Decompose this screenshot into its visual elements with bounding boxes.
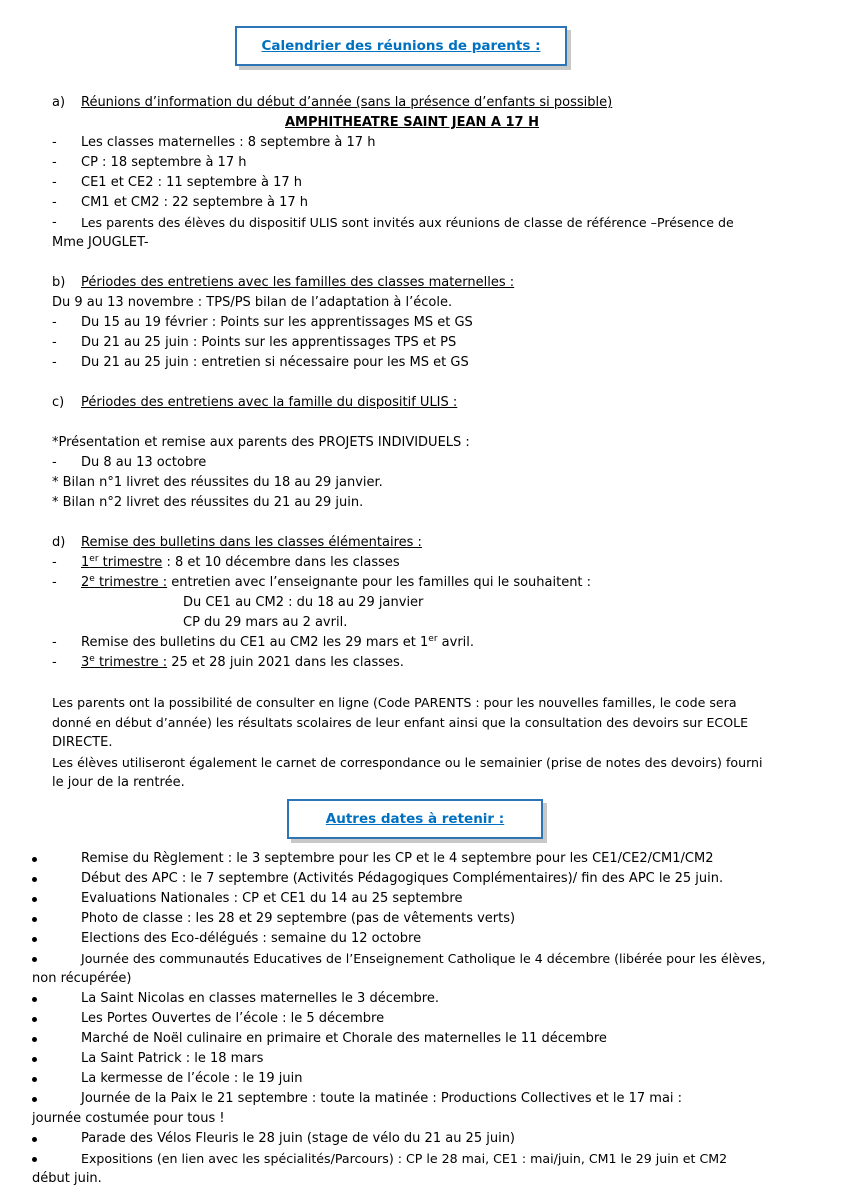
info-line: Les élèves utiliseront également le carnet de correspondance ou le semainier (prise de notes des devoirs) fourni (52, 755, 763, 770)
bullet-dot-icon (32, 950, 42, 962)
other-date-item: Journée de la Paix le 21 septembre : toute la matinée : Productions Collectives et le 17 mai : (81, 1091, 683, 1106)
section-b-intro: Du 9 au 13 novembre : TPS/PS bilan de l’adaptation à l’école. (52, 295, 453, 310)
section-a-item: CE1 et CE2 : 11 septembre à 17 h (81, 175, 303, 190)
bullet-dot-icon (32, 930, 42, 942)
dash-marker: - (52, 135, 57, 150)
section-c-heading: Périodes des entretiens avec la famille du dispositif ULIS : (81, 395, 458, 410)
other-date-item-continuation: début juin. (32, 1171, 102, 1186)
dash-marker: - (52, 335, 57, 350)
info-line: Les parents ont la possibilité de consulter en ligne (Code PARENTS : pour les nouvelles familles, le code sera (52, 695, 737, 710)
info-line: le jour de la rentrée. (52, 775, 185, 790)
section-d-trimestre-1: 1er trimestre : 8 et 10 décembre dans les classes (81, 554, 400, 570)
section-c-item: Du 8 au 13 octobre (81, 455, 207, 470)
section-d-remise: Remise des bulletins du CE1 au CM2 les 29 mars et 1er avril. (81, 634, 475, 650)
section-d-trimestre-2-sub: CP du 29 mars au 2 avril. (183, 615, 348, 630)
section-d-trimestre-3: 3e trimestre : 25 et 28 juin 2021 dans les classes. (81, 654, 404, 670)
bullet-dot-icon (32, 890, 42, 902)
other-date-item-continuation: journée costumée pour tous ! (32, 1111, 225, 1126)
bullet-dot-icon (32, 870, 42, 882)
section-a-continuation: Mme JOUGLET- (52, 235, 149, 250)
section-c-bilan-2: * Bilan n°2 livret des réussites du 21 au 29 juin. (52, 495, 364, 510)
bullet-dot-icon (32, 1010, 42, 1022)
dash-marker: - (52, 175, 57, 190)
section-b-letter: b) (52, 275, 66, 290)
dash-marker: - (52, 155, 57, 170)
dash-marker: - (52, 315, 57, 330)
section-d-heading: Remise des bulletins dans les classes élémentaires : (81, 535, 422, 550)
section-c-letter: c) (52, 395, 65, 410)
other-date-item: La kermesse de l’école : le 19 juin (81, 1071, 303, 1086)
section-a-item: Les parents des élèves du dispositif ULIS sont invités aux réunions de classe de référence –Présence de (81, 215, 734, 230)
section-a-item: CP : 18 septembre à 17 h (81, 155, 247, 170)
other-date-item: Photo de classe : les 28 et 29 septembre (pas de vêtements verts) (81, 911, 516, 926)
other-date-item-continuation: non récupérée) (32, 971, 132, 986)
trimestre-3-label: 3e trimestre : (81, 654, 168, 670)
dash-marker: - (52, 575, 57, 590)
info-line: DIRECTE. (52, 735, 113, 750)
bullet-dot-icon (32, 1150, 42, 1162)
info-line: donné en début d’année) les résultats scolaires de leur enfant ainsi que la consultation des devoirs sur ECOLE (52, 715, 749, 730)
section-a-item: CM1 et CM2 : 22 septembre à 17 h (81, 195, 309, 210)
other-date-item: La Saint Nicolas en classes maternelles le 3 décembre. (81, 991, 439, 1006)
bullet-dot-icon (32, 1050, 42, 1062)
section-d-trimestre-2: 2e trimestre : entretien avec l’enseignante pour les familles qui le souhaitent : (81, 574, 592, 590)
section-a-venue: AMPHITHEATRE SAINT JEAN A 17 H (285, 115, 540, 130)
other-date-item: La Saint Patrick : le 18 mars (81, 1051, 264, 1066)
section-c-bilan-1: * Bilan n°1 livret des réussites du 18 au 29 janvier. (52, 475, 383, 490)
bullet-dot-icon (32, 1030, 42, 1042)
dash-marker: - (52, 355, 57, 370)
dash-marker: - (52, 635, 57, 650)
other-date-item: Evaluations Nationales : CP et CE1 du 14 au 25 septembre (81, 891, 463, 906)
dash-marker: - (52, 195, 57, 210)
bullet-dot-icon (32, 910, 42, 922)
header-title-box (235, 26, 567, 66)
other-date-item: Marché de Noël culinaire en primaire et Chorale des maternelles le 11 décembre (81, 1031, 607, 1046)
other-date-item: Journée des communautés Educatives de l’Enseignement Catholique le 4 décembre (libérée pour les élèves, (81, 951, 766, 966)
trimestre-2-label: 2e trimestre : (81, 574, 168, 590)
section-b-item: Du 21 au 25 juin : Points sur les apprentissages TPS et PS (81, 335, 457, 350)
trimestre-1-label: 1er trimestre (81, 554, 163, 570)
bullet-dot-icon (32, 1130, 42, 1142)
other-date-item: Les Portes Ouvertes de l’école : le 5 décembre (81, 1011, 385, 1026)
section-c-intro: *Présentation et remise aux parents des PROJETS INDIVIDUELS : (52, 435, 470, 450)
header-title: Calendrier des réunions de parents : (261, 38, 541, 54)
section-a-heading: Réunions d’information du début d’année (sans la présence d’enfants si possible) (81, 95, 613, 110)
dash-marker: - (52, 215, 57, 230)
section-b-item: Du 21 au 25 juin : entretien si nécessaire pour les MS et GS (81, 355, 469, 370)
dash-marker: - (52, 455, 57, 470)
dash-marker: - (52, 655, 57, 670)
section-a-letter: a) (52, 95, 66, 110)
other-date-item: Parade des Vélos Fleuris le 28 juin (stage de vélo du 21 au 25 juin) (81, 1131, 516, 1146)
dash-marker: - (52, 555, 57, 570)
section-d-letter: d) (52, 535, 66, 550)
section-a-item: Les classes maternelles : 8 septembre à 17 h (81, 135, 376, 150)
section-d-trimestre-2-sub: Du CE1 au CM2 : du 18 au 29 janvier (183, 595, 424, 610)
bullet-dot-icon (32, 850, 42, 862)
section-b-item: Du 15 au 19 février : Points sur les apprentissages MS et GS (81, 315, 473, 330)
bullet-dot-icon (32, 990, 42, 1002)
other-date-item: Remise du Règlement : le 3 septembre pour les CP et le 4 septembre pour les CE1/CE2/CM1/CM2 (81, 851, 714, 866)
other-date-item: Expositions (en lien avec les spécialités/Parcours) : CP le 28 mai, CE1 : mai/juin, CM1 le 29 juin et CM2 (81, 1151, 728, 1166)
other-dates-title: Autres dates à retenir : (325, 811, 505, 827)
bullet-dot-icon (32, 1090, 42, 1102)
other-date-item: Début des APC : le 7 septembre (Activités Pédagogiques Complémentaires)/ fin des APC le 25 juin. (81, 871, 724, 886)
other-date-item: Elections des Eco-délégués : semaine du 12 octobre (81, 931, 422, 946)
section-b-heading: Périodes des entretiens avec les familles des classes maternelles : (81, 275, 515, 290)
other-dates-title-box (287, 799, 543, 839)
bullet-dot-icon (32, 1070, 42, 1082)
